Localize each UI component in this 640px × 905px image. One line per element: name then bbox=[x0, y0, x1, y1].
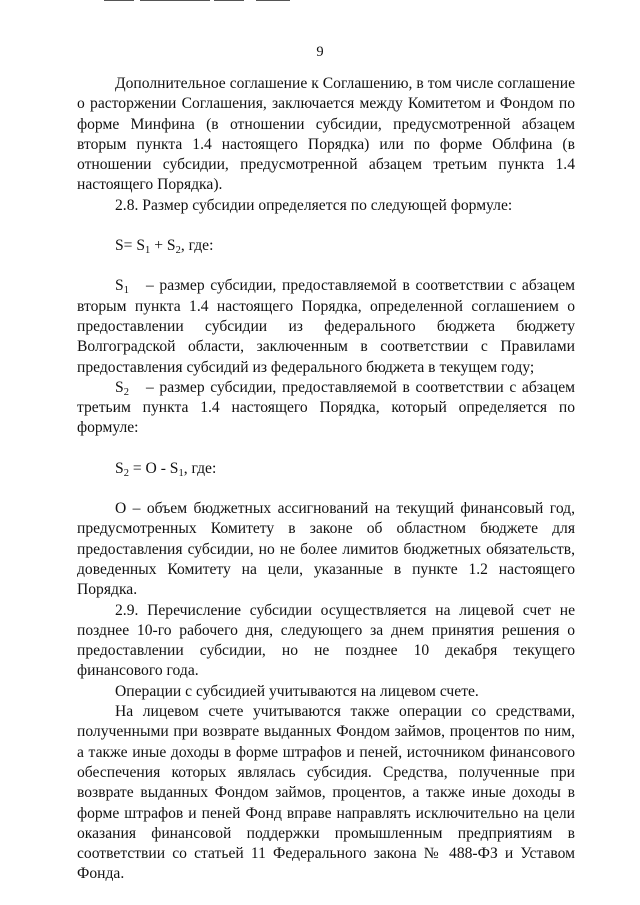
page-number: 9 bbox=[316, 44, 324, 60]
paragraph-account: На лицевом счете учитываются также операции со средствами, полученными при возврате выданных Фондом займов, процентов по ним, а также иные доходы в форме штрафов и пеней, источником финансового обеспечения которых являлась субсидия. Средства, полученные при возврате выданных Фондом займов, процентов, а также иные доходы в форме штрафов и пеней Фонд вправе направлять исключительно на цели оказания финансовой поддержки промышленным предприятиям в соответствии со статьей 11 Федерального закона № 488-ФЗ и Уставом Фонда. bbox=[77, 703, 575, 883]
paragraph-2-8: 2.8. Размер субсидии определяется по следующей формуле: bbox=[115, 196, 513, 214]
paragraph-o-definition: О – объем бюджетных ассигнований на текущий финансовый год, предусмотренных Комитету в законе об областном бюджете для предоставления субсидии, но не более лимитов бюджетных обязательств, доведенных Комитету на цели, указанные в пункте 1.2 настоящего Порядка. bbox=[77, 500, 575, 599]
document-body bbox=[77, 74, 575, 885]
paragraph-additional-agreement: Дополнительное соглашение к Соглашению, в том числе соглашение о расторжении Соглашения, заключается между Комитетом и Фондом по форме Минфина (в отношении субсидии, предусмотренной абзацем вторым пункта 1.4 настоящего Порядка) или по форме Облфина (в отношении субсидии, предусмотренной абзацем третьим пункта 1.4 настоящего Порядка). bbox=[77, 75, 575, 194]
paragraph-s1-definition: $S_1$ – размер субсидии, предоставляемой в соответствии с абзацем вторым пункта 1.4 настоящего Порядка, определенной соглашением о предоставлении субсидии из федерального бюджета бюджету Волгоградской области, заключенным в соответствии с Правилами предоставления субсидий из федерального бюджета в текущем году; bbox=[77, 277, 575, 376]
formula-s2: $S_2 = O - S_1$, где: bbox=[115, 459, 217, 479]
formula-s: $S= S_1 + S_2$, где: bbox=[115, 237, 214, 257]
paragraph-s2-definition: $S_2$ – размер субсидии, предоставляемой в соответствии с абзацем третьим пункта 1.4 настоящего Порядка, который определяется по формуле: bbox=[77, 378, 575, 437]
paragraph-2-9: 2.9. Перечисление субсидии осуществляется на лицевой счет не позднее 10-го рабочего дня, следующего за днем принятия решения о предоставлении субсидии, но не позднее 10 декабря текущего финансового года. bbox=[77, 601, 575, 680]
paragraph-operations: Операции с субсидией учитываются на лицевом счете. bbox=[115, 682, 479, 700]
top-scan-marks bbox=[0, 0, 640, 4]
